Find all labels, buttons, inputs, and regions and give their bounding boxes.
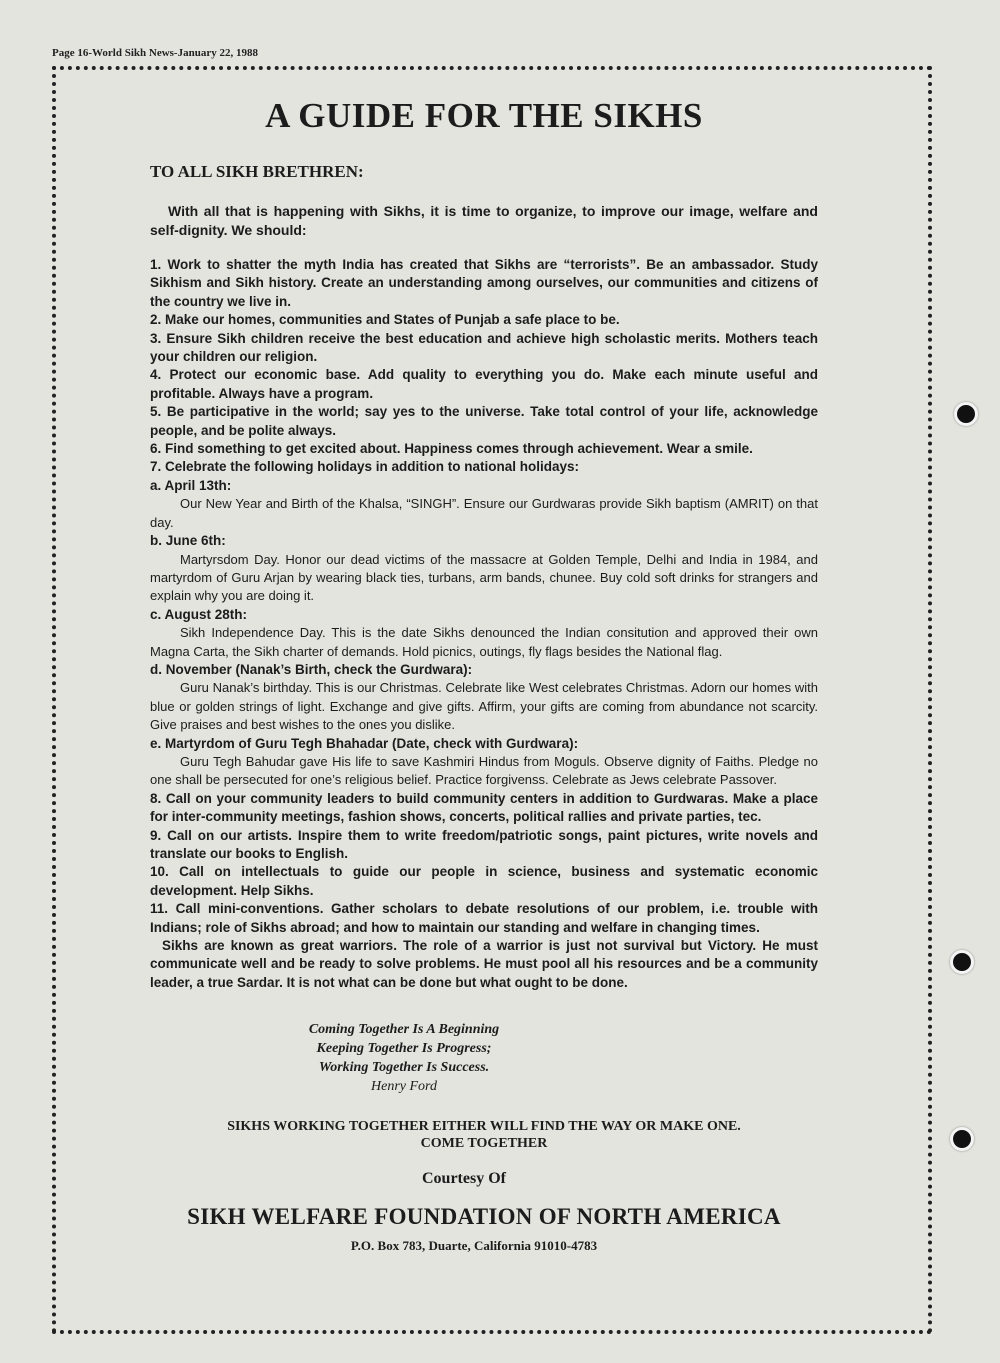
quote-line: Working Together Is Success. xyxy=(318,1060,490,1076)
list-item: 6. Find something to get excited about. Happiness comes through achievement. Wear a smile. xyxy=(150,441,753,457)
list-item: 1. Work to shatter the myth India has created that Sikhs are “terrorists”. Be an ambassador. Study Sikhism and Sikh history. Create an understanding among ourselves, our communities and citizens of the country we live in. xyxy=(150,257,818,309)
holiday-heading: e. Martyrdom of Guru Tegh Bhahadar (Date, check with Gurdwara): xyxy=(150,735,579,751)
closing-paragraph: Sikhs are known as great warriors. The role of a warrior is just not survival but Victory. He must communicate well and be ready to solve problems. He must pool all his resources and be a community leader, a true Sardar. It is not what can be done but what ought to be done. xyxy=(150,938,818,990)
list-item: 4. Protect our economic base. Add quality to everything you do. Make each minute useful and profitable. Always have a program. xyxy=(150,367,818,401)
holiday-text: Guru Tegh Bahudar gave His life to save Kashmiri Hindus from Moguls. Observe dignity of Faiths. Pledge no one shall be persecuted for one’s religious belief. Practice forgivenss. Celebrate as Jews celebrate Passover. xyxy=(150,753,818,788)
holiday-heading: c. August 28th: xyxy=(150,606,248,622)
holiday-heading: a. April 13th: xyxy=(150,477,232,493)
quote-line: Coming Together Is A Beginning xyxy=(308,1022,500,1038)
slogan-line: SIKHS WORKING TOGETHER EITHER WILL FIND THE WAY OR MAKE ONE. xyxy=(227,1119,741,1135)
holiday-text: Martyrsdom Day. Honor our dead victims of the massacre at Golden Temple, Delhi and India in 1984, and martyrdom of Guru Arjan by wearing black ties, turbans, arm bands, chunee. Buy cold soft drinks for strangers and explain why you are doing it. xyxy=(150,551,818,604)
foundation-name: SIKH WELFARE FOUNDATION OF NORTH AMERICA xyxy=(187,1204,781,1230)
list-item: 10. Call on intellectuals to guide our people in science, business and systematic economic development. Help Sikhs. xyxy=(150,864,818,898)
quote-author: Henry Ford xyxy=(371,1079,437,1095)
list-item: 11. Call mini-conventions. Gather scholars to debate resolutions of our problem, i.e. trouble with Indians; role of Sikhs abroad; and how to maintain our standing and welfare in changing times. xyxy=(150,901,818,935)
holiday-text: Sikh Independence Day. This is the date Sikhs denounced the Indian consitution and approved their own Magna Carta, the Sikh charter of demands. Hold picnics, outings, fly flags besides the National flag. xyxy=(150,625,818,659)
list-item: 5. Be participative in the world; say yes to the universe. Take total control of your life, acknowledge people, and be polite always. xyxy=(150,404,818,438)
salutation: TO ALL SIKH BRETHREN: xyxy=(150,162,364,181)
article-title: A GUIDE FOR THE SIKHS xyxy=(265,96,703,135)
punch-hole xyxy=(950,1127,974,1151)
intro-paragraph: With all that is happening with Sikhs, it is time to organize, to improve our image, welfare and self-dignity. We should: xyxy=(150,203,818,238)
article xyxy=(150,96,818,1254)
list-item: 9. Call on our artists. Inspire them to write freedom/patriotic songs, paint pictures, write novels and translate our books to English. xyxy=(150,827,818,861)
punch-hole xyxy=(950,950,974,974)
courtesy-label: Courtesy Of xyxy=(422,1170,506,1188)
slogan-line: COME TOGETHER xyxy=(420,1136,548,1152)
quote-line: Keeping Together Is Progress; xyxy=(316,1041,492,1057)
list-item: 7. Celebrate the following holidays in addition to national holidays: xyxy=(150,459,580,475)
holiday-heading: b. June 6th: xyxy=(150,533,226,549)
quote-block xyxy=(70,1020,738,1096)
slogan xyxy=(150,1118,818,1152)
holiday-heading: d. November (Nanak’s Birth, check the Gurdwara): xyxy=(150,661,473,677)
foundation-address: P.O. Box 783, Duarte, California 91010-4783 xyxy=(350,1238,598,1254)
list-item: 8. Call on your community leaders to build community centers in addition to Gurdwaras. Make a place for inter-community meetings, fashion shows, concerts, political rallies and private parties, tec. xyxy=(150,790,818,825)
holiday-text: Our New Year and Birth of the Khalsa, “SINGH”. Ensure our Gurdwaras provide Sikh baptism (AMRIT) on that day. xyxy=(150,496,818,530)
punch-hole xyxy=(954,402,978,426)
list-item: 3. Ensure Sikh children receive the best education and achieve high scholastic merits. Mothers teach your children our religion. xyxy=(150,330,818,365)
page-header: Page 16-World Sikh News-January 22, 1988 xyxy=(52,47,258,59)
holiday-text: Guru Nanak’s birthday. This is our Christmas. Celebrate like West celebrates Christmas. Adorn our homes with blue or golden strings of light. Exchange and give gifts. Affirm, your gifts are coming from abundance not scarcity. Give praises and best wishes to the ones you dislike. xyxy=(150,680,818,733)
list-item: 2. Make our homes, communities and States of Punjab a safe place to be. xyxy=(150,312,620,328)
